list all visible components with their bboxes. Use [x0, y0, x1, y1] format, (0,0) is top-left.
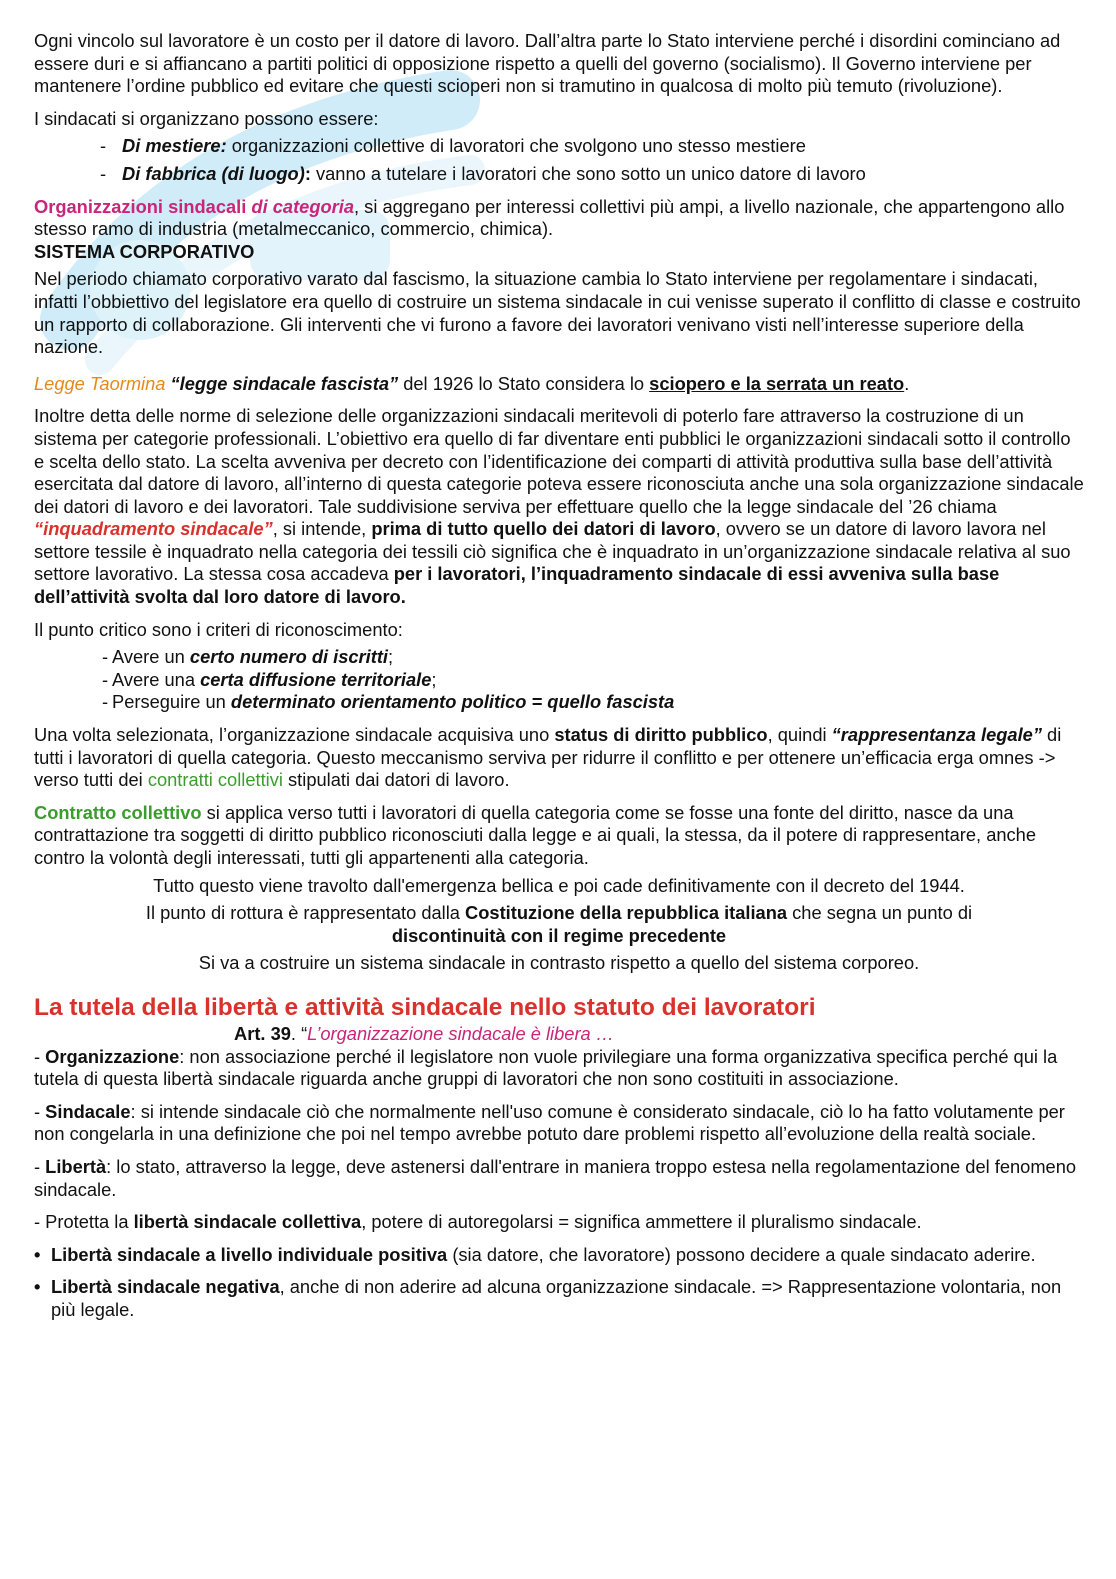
sindacati-intro: I sindacati si organizzano possono essere: [34, 107, 379, 129]
dash-marker: - [100, 162, 107, 184]
list-item-di-fabbrica: - Di fabbrica (di luogo): vanno a tutelare i lavoratori che sono sotto un unico datore di lavoro [100, 162, 866, 184]
legge-taormina-paragraph: Legge Taormina “legge sindacale fascista” del 1926 lo Stato considera lo sciopero e la serrata un reato. [34, 372, 910, 394]
term-di-mestiere: Di mestiere: [122, 135, 227, 157]
bullet-marker: • [34, 1276, 41, 1298]
paragraph-protetta: - Protetta la libertà sindacale collettiva, potere di autoregolarsi = significa ammettere il pluralismo sindacale. [34, 1211, 922, 1233]
article-39-line: Art. 39. “L’organizzazione sindacale è libera … [234, 1022, 615, 1044]
intro-paragraph: Ogni vincolo sul lavoratore è un costo per il datore di lavoro. Dall’altra parte lo Stato interviene perché i disordini cominciano ad essere duri e si affiancano a partiti politici di opposizione rispetto a quelli del governo (socialismo). Il Governo interviene per mantenere l’ordine pubblico ed evitare che questi scioperi non si tramutino in qualcosa di molto più temuto (rivoluzione). [34, 30, 1061, 97]
paragraph-sindacale: - Sindacale: si intende sindacale ciò che normalmente nell'uso comune è considerato sindacale, ciò lo ha fatto volutamente per non congelarla in una definizione che poi nel tempo avrebbe potuto dare problemi rispetto all’evoluzione della realtà sociale. [34, 1100, 1065, 1145]
term-di-fabbrica: Di fabbrica (di luogo) [122, 162, 305, 184]
bullet-marker: • [34, 1243, 41, 1265]
criterio-item: - Avere un certo numero di iscritti; [102, 646, 394, 668]
criteri-intro: Il punto critico sono i criteri di riconoscimento: [34, 618, 403, 640]
bullet-item-liberta-positiva: • Libertà sindacale a livello individuale positiva (sia datore, che lavoratore) possono decidere a quale sindacato aderire. [34, 1243, 1036, 1265]
corporativo-paragraph: Nel periodo chiamato corporativo varato dal fascismo, la situazione cambia lo Stato interviene per regolamentare i sindacati, infatti l’obbiettivo del legislatore era quello di costruire un sistema sindacale in cui venisse superato il conflitto di classe e costruito un rapporto di collaborazione. Gli interventi che vi furono a favore dei lavoratori venivano visti nell’interesse superiore della nazione. [34, 268, 1081, 358]
criterio-item: - Avere una certa diffusione territoriale; [102, 668, 437, 690]
term-rappresentanza-legale: “rappresentanza legale” [831, 724, 1042, 746]
dash-marker: - [102, 646, 109, 668]
term-contratti-collettivi: contratti collettivi [147, 769, 283, 791]
centered-line-sistema: Si va a costruire un sistema sindacale in contrasto rispetto a quello del sistema corporeo. [198, 952, 920, 974]
term-legge-taormina: Legge Taormina [34, 372, 171, 394]
heading-sistema-corporativo: SISTEMA CORPORATIVO [34, 240, 255, 262]
term-contratto-collettivo: Contratto collettivo [34, 801, 202, 823]
dash-marker: - [102, 668, 109, 690]
list-item-di-mestiere: - Di mestiere: organizzazioni collettive di lavoratori che svolgono uno stesso mestiere [100, 135, 806, 157]
selezione-paragraph: Una volta selezionata, l’organizzazione sindacale acquisiva uno status di diritto pubblico, quindi “rappresentanza legale” di tutti i lavoratori di quella categoria. Questo meccanismo serviva per ridurre il conflitto e per ottenere un’efficacia erga omnes -> verso tutti dei contratti collettivi stipulati dai datori di lavoro. [34, 724, 1062, 791]
term-organizzazioni-sindacali: Organizzazioni sindacali [34, 195, 252, 217]
paragraph-liberta: - Libertà: lo stato, attraverso la legge, deve astenersi dall'entrare in maniera troppo estesa nella regolamentazione del fenomeno sindacale. [34, 1155, 1077, 1200]
document-page [34, 30, 1084, 1322]
criterio-item: - Perseguire un determinato orientamento politico = quello fascista [102, 691, 675, 713]
article-39-quote: L’organizzazione sindacale è libera … [307, 1022, 615, 1044]
paragraph-organizzazione: - Organizzazione: non associazione perché il legislatore non vuole privilegiare una forma organizzativa specifica perché qui la tutela di questa libertà sindacale riguarda anche gruppi di lavoratori che non sono costituiti in associazione. [34, 1045, 1058, 1090]
categoria-paragraph: Organizzazioni sindacali di categoria, si aggregano per interessi collettivi più ampi, a livello nazionale, che appartengono allo stesso ramo di industria (metalmeccanico, commercio, chimica). [34, 195, 1065, 240]
bullet-item-liberta-negativa: • Libertà sindacale negativa, anche di non aderire ad alcuna organizzazione sindacale. => Rappresentazione volontaria, non più legale. [34, 1276, 1062, 1320]
term-inquadramento-sindacale: “inquadramento sindacale” [34, 518, 273, 540]
inquadramento-paragraph: Inoltre detta delle norme di selezione delle organizzazioni sindacali meritevoli di poterlo fare attraverso la costruzione di un sistema per categorie professionali. L’obiettivo era quello di far diventare enti pubblici le organizzazioni sindacali sotto il controllo e scelta dello stato. La scelta avveniva per decreto con l’identificazione dei comparti di attività produttiva sulla base dell’attività esercitata dal datore di lavoro, all’interno di questa categorie poteva essere riconosciuta anche una sola organizzazione sindacale dei datori di lavoro e dei lavoratori. Tale suddivisione serviva per effettuare quello che la legge sindacale del ’26 chiama “inquadramento sindacale”, si intende, prima di tutto quello dei datori di lavoro, ovvero se un datore di lavoro lavora nel settore tessile è inquadrato nella categoria dei tessili ciò significa che è inquadrato in un’organizzazione sindacale relativa al suo settore lavorativo. La stessa cosa accadeva per i lavoratori, l’inquadramento sindacale di essi avveniva sulla base dell’attività svolta dal loro datore di lavoro. [34, 405, 1084, 608]
centered-line-costituzione: Il punto di rottura è rappresentato dalla Costituzione della repubblica italiana che segna un punto di discontinuità con il regime precedente [145, 902, 973, 946]
contratto-collettivo-paragraph: Contratto collettivo si applica verso tutti i lavoratori di quella categoria come se fosse una fonte del diritto, nasce da una contrattazione tra soggetti di diritto pubblico riconosciuti dalla legge e ai quali, la stessa, da il potere di rappresentare, anche contro la volontà degli interessati, tutti gli appartenenti alla categoria. [34, 801, 1037, 868]
dash-marker: - [100, 135, 107, 157]
dash-marker: - [102, 691, 109, 713]
term-sciopero-reato: sciopero e la serrata un reato [649, 372, 905, 394]
term-di-categoria: di categoria [251, 195, 355, 217]
centered-line-emergenza: Tutto questo viene travolto dall'emergenza bellica e poi cade definitivamente con il decreto del 1944. [153, 874, 965, 896]
section-title-statuto: La tutela della libertà e attività sindacale nello statuto dei lavoratori [34, 993, 816, 1021]
